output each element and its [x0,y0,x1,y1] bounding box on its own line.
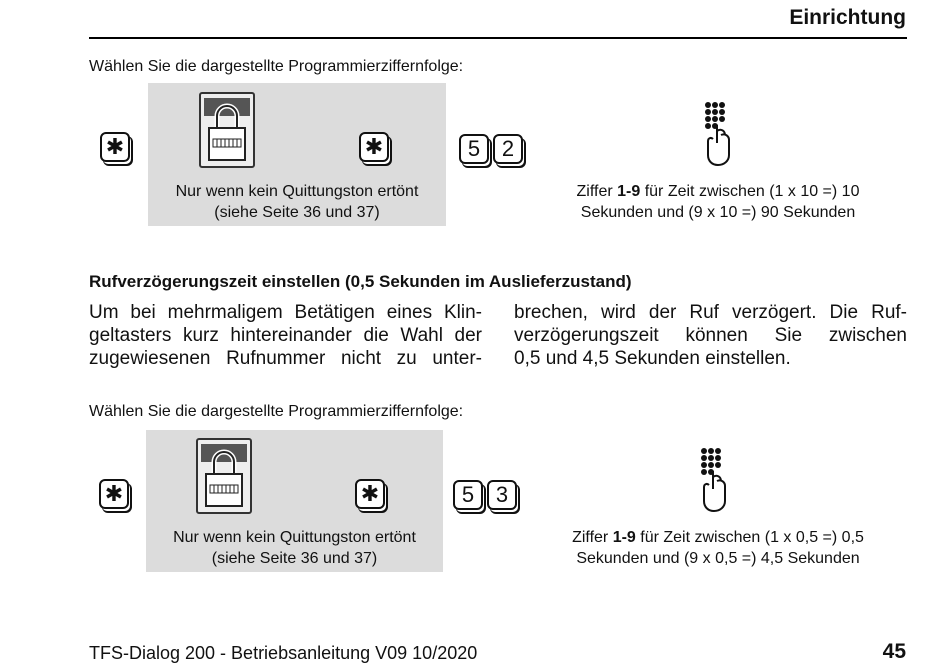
section-heading: Rufverzögerungszeit einstellen (0,5 Sekunden im Auslieferzustand) [89,272,632,291]
digit-key-icon: 3 [487,480,517,510]
instruction-1: Wählen Sie die dargestellte Programmierziffernfolge: [89,58,464,75]
star-key-icon: ✱ [100,132,130,162]
body-line: zugewiesenen Rufnummer nicht zu unter- [89,348,482,369]
section-title: Einrichtung [789,6,906,29]
body-line: Um bei mehrmaligem Betätigen eines Klin- [89,302,482,323]
digit-caption-prefix: Ziffer [572,529,613,546]
digit-range: 1-9 [617,183,641,200]
star-key-icon: ✱ [359,132,389,162]
digit-key-icon: 5 [453,480,483,510]
body-line: geltasters kurz hintereinander die Wahl der [89,325,482,346]
body-left-column [89,301,482,370]
digit-caption-rest: für Zeit zwischen (1 x 0,5 =) 0,5 [635,529,864,546]
star-key-icon: ✱ [99,479,129,509]
instruction-2: Wählen Sie die dargestellte Programmierziffernfolge: [89,403,464,420]
lock-caption-2 [146,527,443,569]
digit-caption-rest: für Zeit zwischen (1 x 10 =) 10 [640,183,860,200]
digit-caption-line: Sekunden und (9 x 0,5 =) 4,5 Sekunden [576,550,860,567]
star-key-icon: ✱ [355,479,385,509]
body-line: 0,5 und 4,5 Sekunden einstellen. [514,348,791,369]
digit-caption-line [535,527,901,548]
digit-caption-line: Sekunden und (9 x 10 =) 90 Sekunden [580,204,856,221]
digit-range: 1-9 [612,529,636,546]
lock-icon [196,438,252,514]
digit-caption-2 [535,527,901,569]
digit-key-icon: 5 [459,134,489,164]
page-number: 45 [882,640,906,663]
lock-caption-line: (siehe Seite 36 und 37) [211,550,378,567]
body-line: verzögerungszeit können Sie zwischen [514,325,907,346]
footer-doc-title: TFS-Dialog 200 - Betriebsanleitung V09 10/2020 [89,643,478,663]
body-right-column [514,301,907,370]
lock-caption-1 [148,181,446,223]
keypad-finger-icon [696,445,732,515]
keypad-finger-icon [700,99,736,169]
lock-caption-line: Nur wenn kein Quittungston ertönt [175,183,419,200]
body-line: brechen, wird der Ruf verzögert. Die Ruf- [514,302,907,323]
digit-caption-line [540,181,896,202]
digit-key-icon: 2 [493,134,523,164]
digit-caption-1 [540,181,896,223]
lock-caption-line: (siehe Seite 36 und 37) [214,204,380,221]
lock-caption-line: Nur wenn kein Quittungston ertönt [173,529,416,546]
digit-caption-prefix: Ziffer [576,183,618,200]
header-rule [89,37,907,39]
lock-icon [199,92,255,168]
